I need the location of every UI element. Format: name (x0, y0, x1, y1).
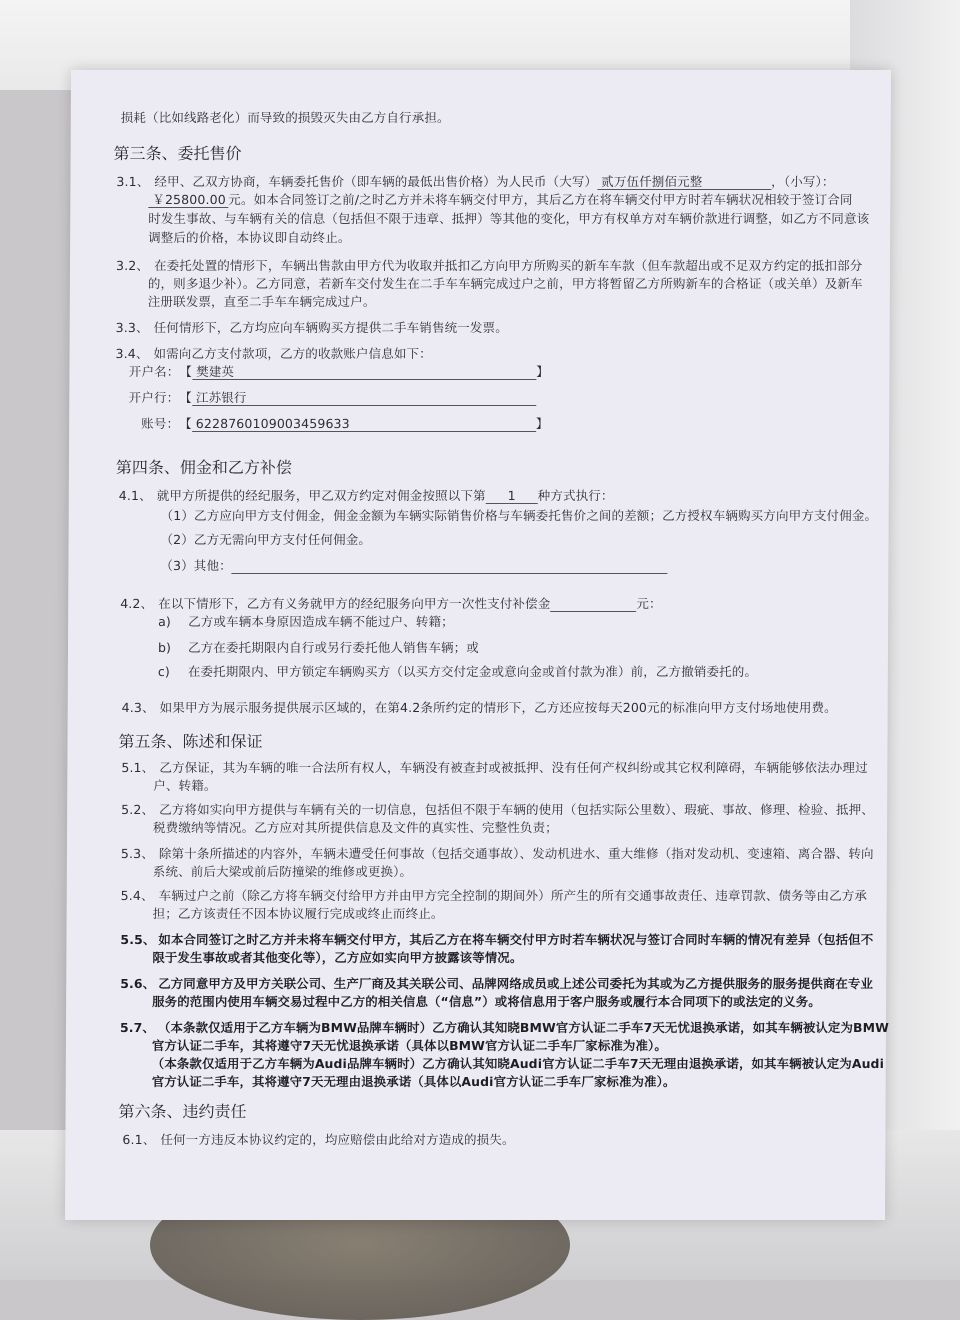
clause-4-3: 4.3、 如果甲方为展示服务提供展示区域的，在第4.2条所约定的情形下，乙方还应按每天200元的标准向甲方支付场地使用费。 (121, 700, 837, 715)
commission-method-field[interactable]: 1 (486, 488, 538, 504)
clause-5-3-line-1: 5.3、 除第十条所描述的内容外，车辆未遭受任何事故（包括交通事故）、发动机进水、重大维修（指对发动机、变速箱、离合器、转向 (120, 846, 874, 861)
clause-3-2-line-1: 3.2、 在委托处置的情形下，车辆出售款由甲方代为收取并抵扣乙方向甲方所购买的新车车款（但车款超出或不足双方约定的抵扣部分 (115, 258, 863, 273)
clause-3-2-line-3: 注册联发票，直至二手车车辆完成过户。 (147, 294, 376, 309)
compensation-item-a: a) 乙方或车辆本身原因造成车辆不能过户、转籍； (158, 614, 454, 629)
section-4-title: 第四条、佣金和乙方补偿 (115, 458, 292, 477)
bank-row: 开户行：【 江苏银行 (119, 390, 536, 406)
clause-4-2: 4.2、 在以下情形下，乙方有义务就甲方的经纪服务向甲方一次性支付补偿金 元： (120, 596, 662, 611)
clause-5-6-line-1: 5.6、 乙方同意甲方及甲方关联公司、生产厂商及其关联公司、品牌网络成员或上述公司委托为其或为乙方提供服务的服务提供商在专业 (120, 976, 874, 991)
clause-3-2-line-2: 的，则多退少补）。乙方同意，若新车交付发生在二手车车辆完成过户之前，甲方将暂留乙方所购新车的合格证（或关单）及新车 (147, 276, 863, 291)
clause-3-3: 3.3、 任何情形下，乙方均应向车辆购买方提供二手车销售统一发票。 (115, 320, 508, 335)
commission-option-3: （3）其他： (160, 558, 667, 574)
compensation-item-b: b) 乙方在委托期限内自行或另行委托他人销售车辆；或 (157, 640, 479, 655)
clause-5-1-line-2: 户、转籍。 (153, 778, 217, 793)
compensation-amount-field[interactable] (550, 596, 636, 612)
section-6-title: 第六条、违约责任 (118, 1102, 247, 1121)
amount-lower-field[interactable]: ￥25800.00 (148, 192, 228, 208)
clause-3-1-line-3: 时发生事故、与车辆有关的信息（包括但不限于违章、抵押）等其他的变化，甲方有权单方对车辆价款进行调整，如乙方不同意该 (148, 211, 870, 226)
clause-5-3-line-2: 系统、前后大梁或前后防撞梁的维修或更换）。 (152, 864, 413, 879)
clause-5-5-line-2: 限于发生事故或者其他变化等），乙方应如实向甲方披露该等情况。 (152, 950, 523, 965)
clause-5-2-line-2: 税费缴纳等情况。乙方应对其所提供信息及文件的真实性、完整性负责； (153, 820, 558, 835)
commission-other-field[interactable] (232, 558, 668, 574)
compensation-item-c: c) 在委托期限内、甲方锁定车辆购买方（以买方交付定金或意向金或首付款为准）前，乙方撤销委托的。 (157, 664, 758, 679)
account-number-row: 账号：【 6228760109003459633 】 (141, 416, 549, 431)
account-name-field[interactable]: 樊建英 (192, 364, 536, 380)
section-3-title: 第三条、委托售价 (113, 144, 242, 163)
clause-5-4-line-1: 5.4、 车辆过户之前（除乙方将车辆交付给甲方并由甲方完全控制的期间外）所产生的所有交通事故责任、违章罚款、债务等由乙方承 (120, 888, 868, 903)
section-2-tail: 损耗（比如线路老化）而导致的损毁灭失由乙方自行承担。 (120, 110, 450, 125)
bank-field[interactable]: 江苏银行 (192, 390, 536, 406)
section-5-title: 第五条、陈述和保证 (118, 732, 263, 751)
clause-5-6-line-2: 服务的范围内使用车辆交易过程中乙方的相关信息（“信息”）或将信息用于客户服务或履行本合同项下的或法定的义务。 (152, 994, 821, 1009)
clause-5-5-line-1: 5.5、 如本合同签订之时乙方并未将车辆交付甲方，其后乙方在将车辆交付甲方时若车辆状况与签订合同时车辆的情况有差异（包括但不 (120, 932, 874, 947)
account-name-row: 开户名：【 樊建英 】 (128, 364, 549, 379)
clause-5-7-line-4: 官方认证二手车，其将遵守7天无理由退换承诺（具体以Audi官方认证二手车厂家标准为准）。 (151, 1074, 676, 1089)
clause-4-1: 4.1、 就甲方所提供的经纪服务，甲乙双方约定对佣金按照以下第 1 种方式执行： (118, 488, 614, 503)
clause-5-7-line-1: 5.7、 （本条款仅适用于乙方车辆为BMW品牌车辆时）乙方确认其知晓BMW官方认证二手车7天无忧退换承诺，如其车辆被认定为BMW (119, 1020, 889, 1035)
contract-page (65, 70, 891, 1220)
clause-3-1-line-1: 3.1、 经甲、乙双方协商，车辆委托售价（即车辆的最低出售价格）为人民币（大写） 贰万伍仟捌佰元整 ，（小写）： (116, 174, 835, 189)
clause-6-1: 6.1、 任何一方违反本协议约定的，均应赔偿由此给对方造成的损失。 (122, 1132, 515, 1147)
clause-5-2-line-1: 5.2、 乙方将如实向甲方提供与车辆有关的一切信息，包括但不限于车辆的使用（包括实际公里数）、瑕疵、事故、修理、检验、抵押、 (121, 802, 874, 817)
clause-3-1-line-4: 调整后的价格，本协议即自动终止。 (148, 230, 351, 245)
clause-5-1-line-1: 5.1、 乙方保证，其为车辆的唯一合法所有权人，车辆没有被查封或被抵押、没有任何产权纠纷或其它权利障碍，车辆能够依法办理过 (121, 760, 868, 775)
amount-upper-field[interactable]: 贰万伍仟捌佰元整 (597, 174, 771, 190)
clause-3-1-line-2: ￥25800.00 元。如本合同签订之前/之时乙方并未将车辆交付甲方，其后乙方在将车辆交付甲方时若车辆状况相较于签订合同 (148, 192, 852, 208)
clause-5-7-line-3: （本条款仅适用于乙方车辆为Audi品牌车辆时）乙方确认其知晓Audi官方认证二手车7天无理由退换承诺，如其车辆被认定为Audi (151, 1056, 885, 1071)
clause-5-4-line-2: 担；乙方该责任不因本协议履行完成或终止而终止。 (152, 906, 444, 921)
account-number-field[interactable]: 6228760109003459633 (192, 416, 536, 432)
commission-option-1: （1）乙方应向甲方支付佣金，佣金金额为车辆实际销售价格与车辆委托售价之间的差额；乙方授权车辆购买方向甲方支付佣金。 (160, 508, 878, 523)
clause-3-4: 3.4、 如需向乙方支付款项，乙方的收款账户信息如下： (115, 346, 432, 361)
commission-option-2: （2）乙方无需向甲方支付任何佣金。 (160, 532, 372, 547)
clause-5-7-line-2: 官方认证二手车，其将遵守7天无忧退换承诺（具体以BMW官方认证二手车厂家标准为准）。 (151, 1038, 667, 1053)
